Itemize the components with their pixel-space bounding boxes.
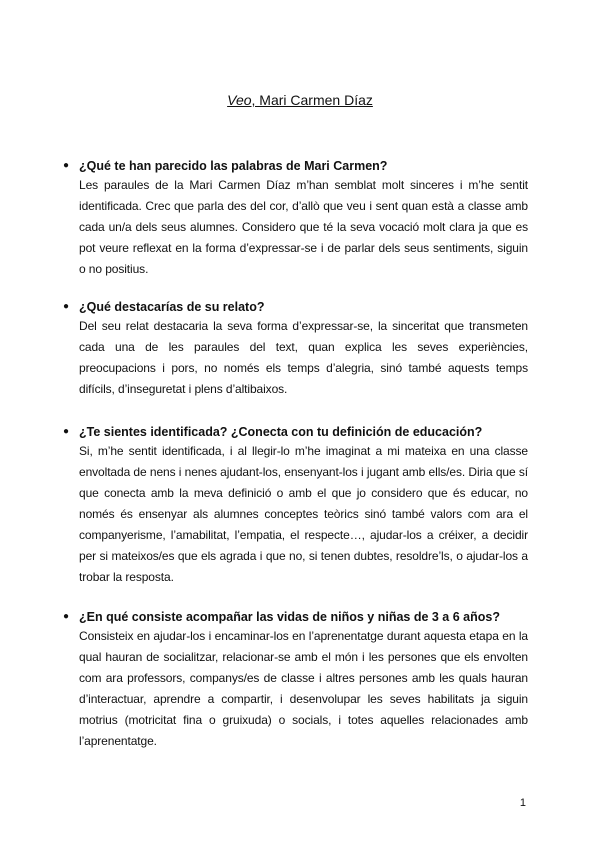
- document-title: [0, 92, 600, 108]
- question-text: ¿Te sientes identificada? ¿Conecta con tu definición de educación?: [79, 425, 483, 439]
- question-heading: [60, 157, 528, 175]
- page-number: 1: [519, 797, 526, 809]
- section-3: [60, 423, 528, 588]
- answer-paragraph: Consisteix en ajudar-los i encaminar-los en l’aprenentatge durant aquesta etapa en la qual hauran de socialitzar, relacionar-se amb el món i les persones que els envolten com ara professors, companys/es de classe i altres persones amb les quals hauran d’interactuar, aprendre a compartir, i desenvolupar les seves habilitats ja siguin motrius (motricitat fina o gruixuda) o socials, i totes aquelles relacionades amb l’aprenentatge.: [79, 629, 528, 748]
- answer-paragraph: Si, m’he sentit identificada, i al llegir-lo m’he imaginat a mi mateixa en una classe envoltada de nens i nenes ajudant-los, ensenyant-los i jugant amb ells/es. Diria que sí que conecta amb la meva definició o amb el que jo considero que és educar, no només és ensenyar als alumnes conceptes teòrics sinó també valors com ara el companyerisme, l’amabilitat, l’empatia, el respecte…, ajudar-los a créixer, a decidir per si mateixos/es que els agrada i que no, si tenen dubtes, resoldre’ls, o ajudar-los a trobar la resposta.: [79, 444, 528, 584]
- title-italic: Veo: [227, 92, 252, 108]
- answer-paragraph: Del seu relat destacaria la seva forma d’expressar-se, la sinceritat que transmeten cada una de les paraules del text, quan explica les seves experiències, preocupacions i pors, no només els temps d’alegria, sinó també aquests temps difícils, d’inseguretat i plens d’altibaixos.: [79, 319, 528, 396]
- bullet-icon: ●: [63, 611, 70, 622]
- section-4: [60, 608, 528, 752]
- question-heading: [60, 298, 528, 316]
- bullet-icon: ●: [63, 160, 70, 171]
- answer-paragraph: Les paraules de la Mari Carmen Díaz m’han semblat molt sinceres i m’he sentit identificada. Crec que parla des del cor, d’allò que veu i sent quan està a classe amb cada un/a dels seus alumnes. Considero que té la seva vocació molt clara ja que es pot veure reflexat en la forma d’expressar-se i de parlar dels seus sentiments, siguin o no positius.: [79, 178, 528, 276]
- bullet-icon: ●: [63, 426, 70, 437]
- question-heading: [60, 608, 528, 626]
- bullet-icon: ●: [63, 301, 70, 312]
- question-text: ¿Qué destacarías de su relato?: [79, 300, 265, 314]
- title-rest: , Mari Carmen Díaz: [251, 92, 373, 108]
- section-2: [60, 298, 528, 400]
- section-1: [60, 157, 528, 280]
- question-heading: [60, 423, 528, 441]
- question-text: ¿En qué consiste acompañar las vidas de niños y niñas de 3 a 6 años?: [79, 610, 500, 624]
- question-text: ¿Qué te han parecido las palabras de Mari Carmen?: [79, 159, 388, 173]
